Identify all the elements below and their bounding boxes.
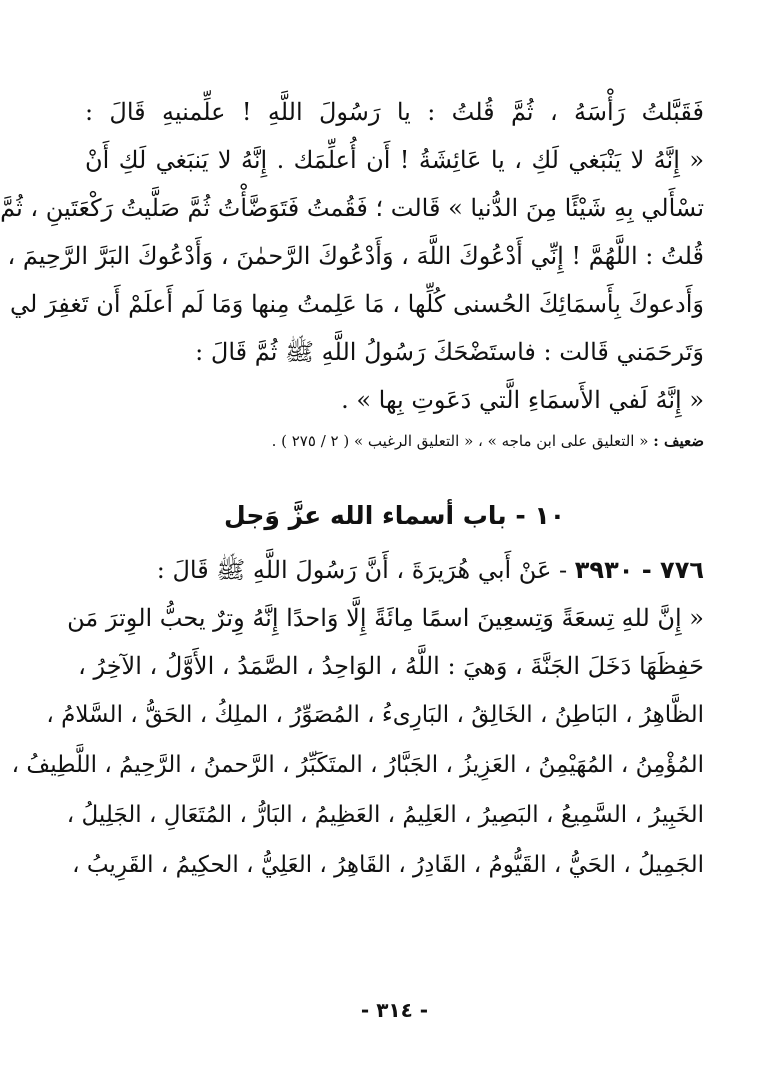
body-line-1: فَقَبَّلتُ رَأْسَهُ ، ثُمَّ قُلتُ : يا رَسُولَ اللَّهِ ! علِّمنيهِ قَالَ : [85,98,704,126]
body-line-7: « إِنَّهُ لَفي الأَسمَاءِ الَّتي دَعَوتِ بِها » . [341,386,704,414]
footnote-text: « التعليق على ابن ماجه » ، « التعليق الرغيب » ( ٢ / ٢٧٥ ) . [271,432,649,450]
names-list [11,690,704,890]
footnote [85,428,704,454]
names-line-2: المُؤْمِنُ ، المُهَيْمِنُ ، العَزِيزُ ، الجَبَّارُ ، المتَكَبِّرُ ، الرَّحمنُ ، الرَّحِيمُ ، اللَّطِيفُ ، [11,752,704,778]
names-line-4: الجَمِيلُ ، الحَيُّ ، القَيُّومُ ، القَادِرُ ، القَاهِرُ ، العَلِيُّ ، الحكِيمُ ، القَرِيبُ ، [72,852,704,878]
names-line-1: الظَّاهِرُ ، البَاطِنُ ، الخَالِقُ ، البَارِىءُ ، المُصَوِّرُ ، الملِكُ ، الحَقُّ ، السَّلامُ ، [46,702,704,728]
footnote-label: ضعيف : [653,432,704,450]
hadith-heading [85,546,704,594]
hadith-line-1: « إِنَّ للهِ تِسعَةً وَتِسعِينَ اسمًا مِائَةً إِلَّا وَاحدًا إِنَّهُ وِترٌ يحبُّ الوِترَ مَن [67,604,704,632]
body-line-2: « إِنَّهُ لا يَنْبَغي لَكِ ، يا عَائِشَةُ ! أَن أُعلِّمَك . إِنَّهُ لا يَنبَغي لَكِ أَنْ [85,146,704,174]
body-line-4: قُلتُ : اللَّهُمَّ ! إِنِّي أَدْعُوكَ اللَّهَ ، وَأَدْعُوكَ الرَّحمٰنَ ، وَأَدْعُوكَ البَرَّ الرَّحِيمَ ، [7,242,704,270]
page-content [0,88,704,890]
page-number: - ٣١٤ - [360,998,429,1022]
hadith-line-2: حَفِظَهَا دَخَلَ الجَنَّةَ ، وَهيَ : اللَّهُ ، الوَاحِدُ ، الصَّمَدُ ، الأَوَّلُ ، الآخِرُ ، [78,652,704,680]
hadith-number: ٧٧٦ - ٣٩٣٠ [574,556,704,584]
body-line-5: وَأَدعوكَ بِأَسمَائِكَ الحُسنى كُلِّها ، مَا عَلِمتُ مِنها وَمَا لَم أَعلَمْ أَن تَغفِرَ لي [10,290,704,318]
names-line-3: الخَبِيرُ ، السَّمِيعُ ، البَصِيرُ ، العَلِيمُ ، العَظِيمُ ، البَارُّ ، المُتَعَالِ ، الجَلِيلُ ، [66,802,704,828]
body-line-6: وَتَرحَمَني قَالت : فاستَضْحَكَ رَسُولُ اللَّهِ ﷺ ثُمَّ قَالَ : [195,338,704,366]
body-line-3: تسْأَلي بِهِ شَيْئًا مِنَ الدُّنيا » قَالت ؛ فَقُمتُ فَتَوَضَّأْتُ ثُمَّ صَلَّيتُ رَكْعَتَينِ ، ثُمَّ [0,194,704,222]
hadith-intro: - عَنْ أَبي هُرَيرَةَ ، أَنَّ رَسُولَ اللَّهِ ﷺ قَالَ : [156,556,568,584]
chapter-title: ١٠ - باب أسماء الله عزَّ وَجل [224,501,565,530]
